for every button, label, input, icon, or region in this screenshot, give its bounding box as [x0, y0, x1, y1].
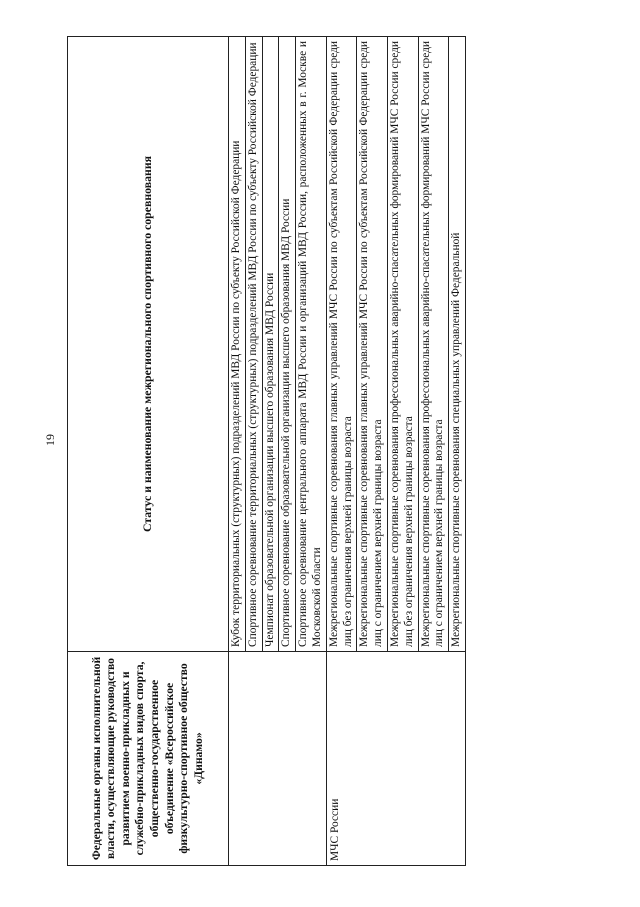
agency-cell — [229, 652, 327, 866]
header-agency: Федеральные органы исполнительной власти, осуществляющие руководство развитием военно-прикладных и служебно-прикладных видов спорта, общественно-государственное объединение «Всероссийское физкультурно-спортивное общество «Динамо» — [68, 652, 229, 866]
table-row — [326, 37, 357, 866]
status-cell: Спортивное соревнование территориальных (структурных) подразделений МВД России по субъекту Российской Федерации — [245, 37, 262, 652]
status-cell: Межрегиональные спортивные соревнования главных управлений МЧС России по субъектам Российской Федерации среди лиц с ограничением верхней границы возраста — [357, 37, 388, 652]
status-cell: Межрегиональные спортивные соревнования профессиональных аварийно-спасательных формирований МЧС России среди лиц с ограничением верхней границы возраста — [418, 37, 449, 652]
status-cell: Межрегиональные спортивные соревнования главных управлений МЧС России по субъектам Российской Федерации среди лиц без ограничения верхней границы возраста — [326, 37, 357, 652]
status-cell: Межрегиональные спортивные соревнования специальных управлений Федеральной — [449, 37, 466, 652]
competitions-table — [67, 36, 466, 866]
page-number: 19 — [43, 434, 57, 446]
rotated-page-content — [67, 36, 613, 866]
table-row — [229, 37, 246, 866]
status-cell: Кубок территориальных (структурных) подразделений МВД России по субъекту Российской Федерации — [229, 37, 246, 652]
header-status: Статус и наименование межрегионального спортивного соревнования — [68, 37, 229, 652]
status-cell: Спортивное соревнование образовательной организации высшего образования МВД России — [279, 37, 296, 652]
status-cell: Спортивное соревнование центрального аппарата МВД России и организаций МВД России, расположенных в г. Москве и Московской области — [296, 37, 327, 652]
status-cell: Чемпионат образовательной организации высшего образования МВД России — [262, 37, 279, 652]
agency-cell: МЧС России — [326, 652, 465, 866]
status-cell: Межрегиональные спортивные соревнования профессиональных аварийно-спасательных формирований МЧС России среди лиц без ограничения верхней границы возраста — [387, 37, 418, 652]
table-header-row — [68, 37, 229, 866]
